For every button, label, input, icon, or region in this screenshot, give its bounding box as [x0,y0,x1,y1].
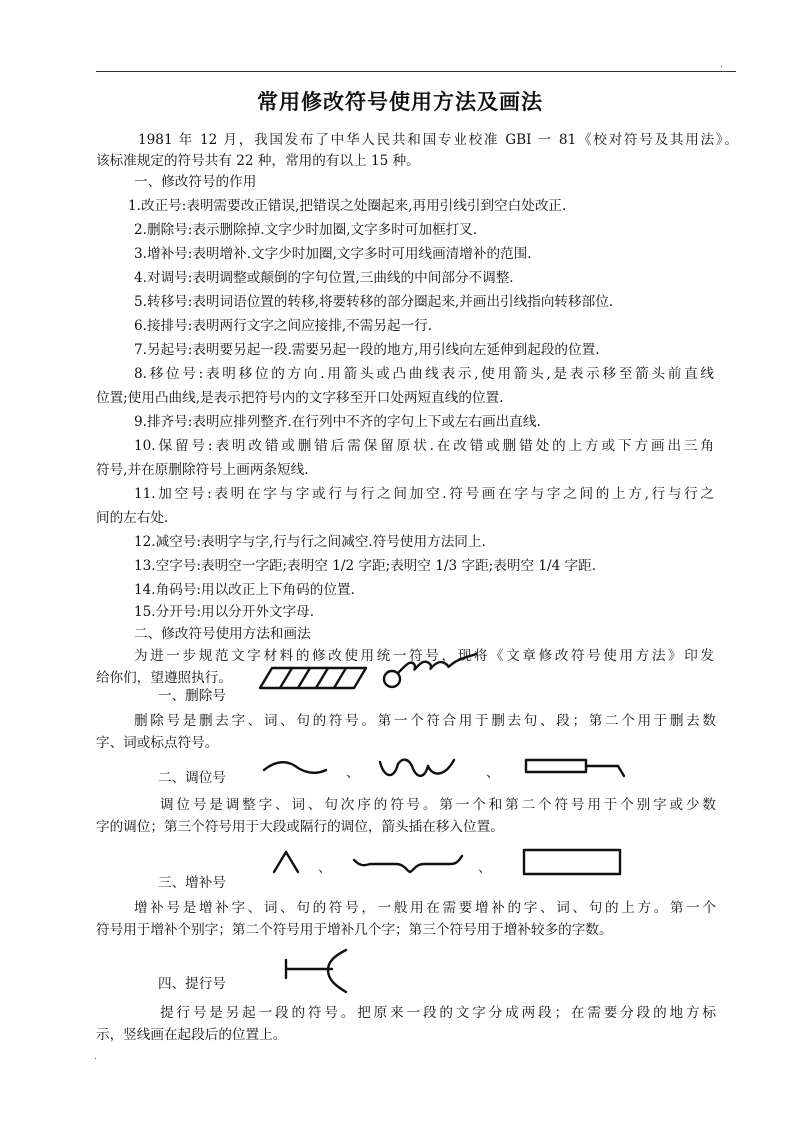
symbol-4-line-1: 提行号是另起一段的符号。把原来一段的文字分成两段；在需要分段的地方标 [160,1005,716,1021]
header-rule [96,71,736,72]
symbol-1-line-1: 删除号是删去字、词、句的符号。第一个符合用于删去句、段；第二个用于删去数 [134,713,716,729]
intro-line-2: 该标准规定的符号共有 22 种，常用的有以上 15 种。 [96,153,420,169]
corner-mark-bottom: . [94,1052,97,1062]
section-2-heading: 二、修改符号使用方法和画法 [134,626,311,642]
symbol-2-line-2: 字的调位；第三个符号用于大段或隔行的调位，箭头插在移入位置。 [96,819,504,835]
swap-box-arrow-icon [522,754,628,780]
symbol-2-separator: 、 [346,765,360,781]
section-2-intro-line-1: 为进一步规范文字材料的修改使用统一符号，现将《文章修改符号使用方法》印发 [134,648,714,664]
delete-box-hatch-icon [258,666,368,690]
list-item: 11.加空号:表明在字与字或行与行之间加空.符号画在字与字之间的上方,行与行之 [134,486,714,502]
symbol-2-line-1: 调位号是调整字、词、句次序的符号。第一个和第二个符号用于个别字或少数 [160,797,716,813]
list-item: 12.减空号:表明字与字,行与行之间减空.符号使用方法同上. [134,534,486,550]
intro-line-1: 1981 年 12 月，我国发布了中华人民共和国专业校准 GBI 一 81《校对符号及其用法》。 [138,132,738,148]
list-item: 15.分开号:用以分开外文字母. [134,604,315,620]
insert-box-icon [520,846,624,878]
symbol-4-heading: 四、提行号 [158,976,226,992]
list-item: 7.另起号:表明要另起一段.需要另起一段的地方,用引线向左延伸到起段的位置. [134,342,600,358]
swap-wave-icon [262,758,328,778]
list-item: 5.转移号:表明词语位置的转移,将要转移的部分圈起来,并画出引线指向转移部位. [134,294,614,310]
list-item: 4.对调号:表明调整或颠倒的字句位置,三曲线的中间部分不调整. [134,270,514,286]
new-paragraph-arrow-icon [280,948,354,994]
symbol-1-heading: 一、删除号 [158,688,226,704]
symbol-3-separator: 、 [318,860,332,876]
list-item-continuation: 间的左右处. [96,510,169,526]
section-2-intro-line-2: 给你们，望遵照执行。 [96,670,232,686]
page-title: 常用修改符号使用方法及画法 [257,90,543,114]
list-item: 13.空字号:表明空一字距;表明空 1/2 字距;表明空 1/3 字距;表明空 1/4 字距. [134,558,597,574]
symbol-3-separator: 、 [478,860,492,876]
list-item-continuation: 符号,并在原删除符号上画两条短线. [96,462,309,478]
symbol-3-heading: 三、增补号 [158,875,226,891]
symbol-2-heading: 二、调位号 [158,770,226,786]
insert-bracket-icon [352,852,464,874]
corner-mark-top: . [720,60,723,70]
list-item: 8.移位号:表明移位的方向.用箭头或凸曲线表示,使用箭头,是表示移至箭头前直线 [134,366,714,382]
list-item: 10.保留号:表明改错或删错后需保留原状.在改错或删错处的上方或下方画出三角 [134,438,714,454]
list-item: 14.角码号:用以改正上下角码的位置. [134,582,355,598]
list-item: 6.接排号:表明两行文字之间应接排,不需另起一行. [134,318,433,334]
list-item: 9.排齐号:表明应排列整齐.在行列中不齐的字句上下或左右画出直线. [134,414,541,430]
swap-curve-icon [378,756,458,782]
list-item: 1.改正号:表明需要改正错误,把错误之处圈起来,再用引线引到空白处改正. [128,198,567,214]
symbol-2-separator: 、 [486,765,500,781]
list-item-continuation: 位置;使用凸曲线,是表示把符号内的文字移至开口处两短直线的位置. [96,390,504,406]
symbol-1-line-2: 字、词或标点符号。 [96,735,219,751]
list-item: 2.删除号:表示删除掉.文字少时加圈,文字多时可加框打叉. [134,222,478,238]
section-1-heading: 一、修改符号的作用 [134,174,257,190]
symbol-4-line-2: 示，竖线画在起段后的位置上。 [96,1027,287,1043]
symbol-3-line-2: 符号用于增补个别字；第二个符号用于增补几个字；第三个符号用于增补较多的字数。 [96,922,613,938]
list-item: 3.增补号:表明增补.文字少时加圈,文字多时可用线画清增补的范围. [134,246,532,262]
symbol-3-line-1: 增补号是增补字、词、句的符号，一般用在需要增补的字、词、句的上方。第一个 [134,900,716,916]
delete-loop-icon [380,652,480,692]
insert-caret-icon [270,848,302,874]
